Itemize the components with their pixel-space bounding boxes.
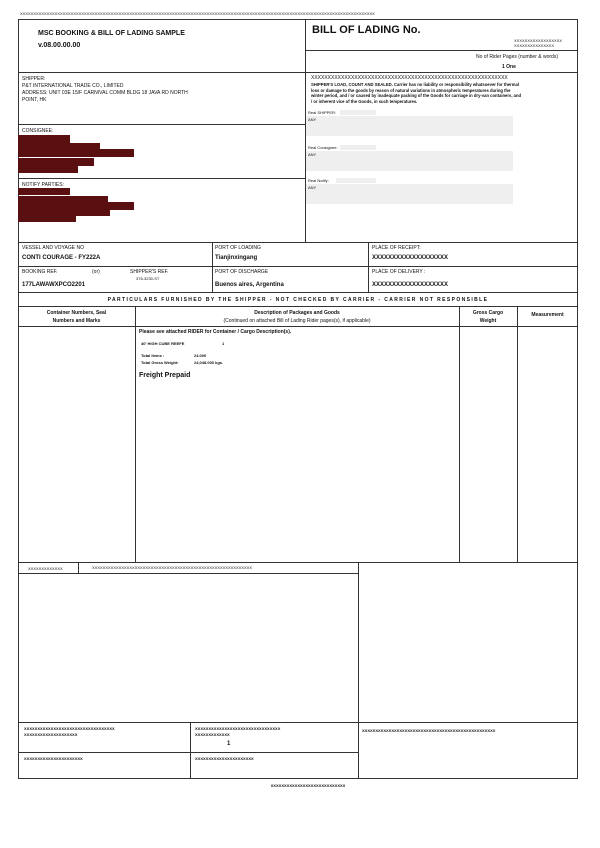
or-label: (or) (92, 269, 100, 275)
footer-cell-1-line-1: XXXXXXXXXXXXXXXXXXXXXXXXXXXXXXXXXX (24, 726, 115, 731)
col-header-weight-2: Weight (479, 318, 497, 324)
rider-note: Please see attached RIDER for Container / Cargo Description(s). (139, 329, 292, 335)
booking-ref-value: 177LAWAWXPCO2201 (22, 282, 86, 288)
consignee-label: CONSIGNEE: (22, 128, 54, 134)
shippers-ref-label: SHIPPER'S REF. (130, 269, 169, 275)
consignee-redaction (18, 135, 70, 143)
shipper-name: P&T INTERNATIONAL TRADE CO., LIMITED (22, 83, 124, 89)
rider-pages-value: 1 One (502, 64, 516, 70)
port-of-discharge-label: PORT OF DISCHARGE (215, 269, 269, 275)
terms-line-4: / or inherent vice of the Goods, in such temperatures. (311, 98, 418, 104)
footer-cell-2-line-1: XXXXXXXXXXXXXXXXXXXXXXXXXXXXXXXX (195, 726, 281, 731)
shippers-ref-value: 376-3230-ST (136, 276, 160, 281)
vessel-label: VESSEL AND VOYAGE NO (22, 245, 84, 251)
terms-line-1: SHIPPER'S LOAD, COUNT AND SEALED. Carrier has no liability or responsibility whatsoever for thermal (311, 82, 519, 87)
gross-weight-value: 24,048.000 kgs. (194, 360, 224, 365)
terms-line-3: winter period, and / or caused by inadequate packing of the Goods for carriage in dry-van containers, and (311, 93, 522, 98)
vessel-value: CONTI COURAGE - FY222A (22, 255, 101, 261)
consignee-redaction (18, 149, 134, 157)
port-of-loading-value: Tianjinxingang (215, 255, 258, 261)
container-type: 40' HIGH CUBE REEFE (141, 341, 185, 346)
gross-weight-label: Total Gross Weight: (141, 360, 179, 365)
bol-number-line1: XXXXXXXXXXXXXXXXXX (514, 38, 563, 43)
booking-ref-label: BOOKING REF. (22, 269, 58, 275)
terms-mask: XXXXXXXXXXXXXXXXXXXXXXXXXXXXXXXXXXXXXXXXXXXXXXXXXXXXXXXXXXX (311, 75, 508, 81)
place-of-delivery-label: PLACE OF DELIVERY : (372, 269, 426, 275)
col-header-container: Container Numbers, Seal (46, 310, 107, 316)
place-of-receipt-value: XXXXXXXXXXXXXXXXXXX (372, 255, 449, 261)
shipper-label: SHIPPER: (22, 76, 46, 82)
real-consignee-label: Real Consignee: (308, 145, 338, 150)
col-header-description: Description of Packages and Goods (254, 310, 340, 316)
col-header-measurement: Measurement (531, 312, 564, 318)
place-of-receipt-label: PLACE OF RECEIPT: (372, 245, 421, 251)
footer-cell-3-line-1: XXXXXXXXXXXXXXXXXXXXXXXXXXXXXXXXXXXXXXXXXXXXXXXXXX (362, 728, 496, 733)
bottom-mask: XXXXXXXXXXXXXXXXXXXXXXXXXXXX (270, 783, 346, 788)
col-header-container-2: Numbers and Marks (52, 318, 101, 324)
notify-redaction (18, 188, 70, 195)
col-header-description-note: (Continued on attached Bill of Lading Rider pages(s), if applicable) (223, 318, 371, 324)
document-version: v.08.00.00.00 (38, 42, 81, 49)
port-of-loading-label: PORT OF LOADING (215, 245, 261, 251)
footer-cell-2-value: 1 (227, 741, 231, 747)
total-items-label: Total Items : (141, 353, 165, 358)
bol-number-line2: XXXXXXXXXXXXXXX (514, 43, 555, 48)
real-consignee-value: ANY (308, 152, 317, 157)
lower-mask-short: XXXXXXXXXXXXX (28, 566, 63, 571)
top-mask: XXXXXXXXXXXXXXXXXXXXXXXXXXXXXXXXXXXXXXXXXXXXXXXXXXXXXXXXXXXXXXXXXXXXXXXXXXXXXXXXXXXXXXXXXXXXXXXXXXXXXXXXXXXXXXXXXXXXXXXXXXXXXXXXXXXXX (20, 11, 375, 16)
place-of-delivery-value: XXXXXXXXXXXXXXXXXXX (372, 282, 449, 288)
real-notify-value: ANY (308, 185, 317, 190)
footer-cell-4: XXXXXXXXXXXXXXXXXXXXXX (24, 756, 83, 761)
shipper-address-2: POINT, HK (22, 97, 47, 103)
notify-redaction (18, 202, 134, 210)
footer-cell-5: XXXXXXXXXXXXXXXXXXXXXX (195, 756, 254, 761)
terms-line-2: loss or damage to the goods by reason of natural variations in atmospheric temperatures during the (311, 87, 511, 93)
bol-number-label: BILL OF LADING No. (312, 24, 421, 36)
notify-redaction (18, 216, 76, 222)
notify-label: NOTIFY PARTIES: (22, 182, 64, 188)
consignee-redaction (18, 158, 94, 166)
real-notify-label: Real Notify: (308, 178, 329, 183)
footer-cell-2-line-2: XXXXXXXXXXXXX (195, 732, 230, 737)
real-shipper-label: Real SHIPPER: (308, 110, 337, 115)
shipper-address: ADDRESS: UNIT 03E 15/F CARNIVAL COMM BLDG 18 JAVA RD NORTH (22, 90, 188, 96)
port-of-discharge-value: Buenos aires, Argentina (215, 282, 284, 288)
lower-mask-long: XXXXXXXXXXXXXXXXXXXXXXXXXXXXXXXXXXXXXXXXXXXXXXXXXXXXXXXXXXXX (92, 565, 253, 570)
rider-pages-label: No of Rider Pages (number & words) (476, 54, 558, 60)
consignee-redaction (18, 166, 78, 173)
container-count: 1 (222, 341, 225, 346)
total-items-value: 24.000 (194, 353, 207, 358)
col-header-weight: Gross Cargo (472, 310, 504, 316)
document-title: MSC BOOKING & BILL OF LADING SAMPLE (38, 30, 185, 37)
real-shipper-value: ANY (308, 117, 317, 122)
particulars-banner: PARTICULARS FURNISHED BY THE SHIPPER - NOT CHECKED BY CARRIER - CARRIER NOT RESPONSIBLE (107, 297, 489, 303)
freight-terms: Freight Prepaid (139, 372, 191, 379)
footer-cell-1-line-2: XXXXXXXXXXXXXXXXXXXX (24, 732, 78, 737)
